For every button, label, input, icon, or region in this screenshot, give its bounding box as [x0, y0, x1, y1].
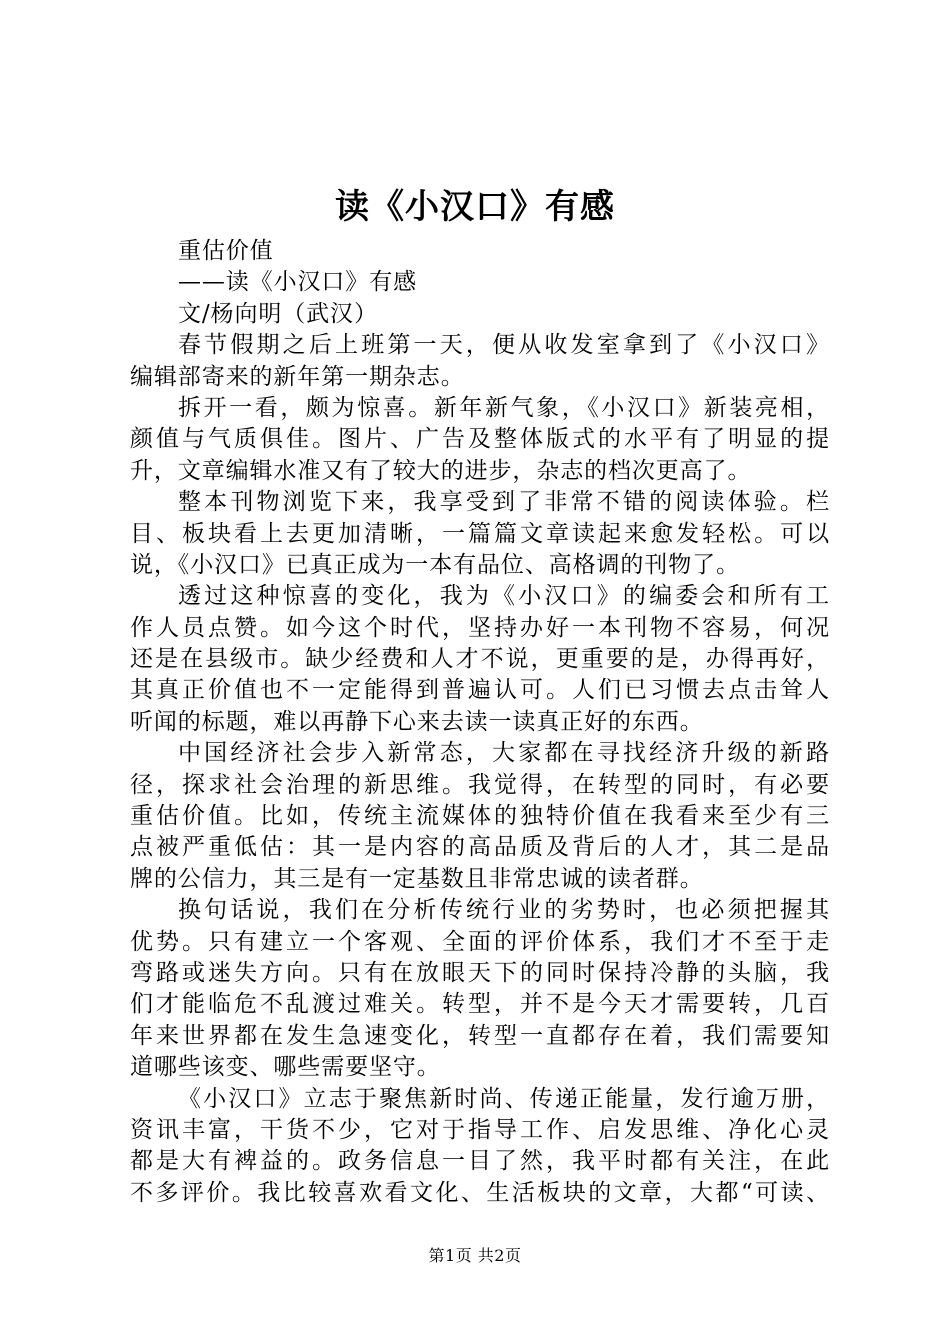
text-line: 点被严重低估：其一是内容的高品质及背后的人才，其二是品 [130, 834, 830, 861]
text-line: 整本刊物浏览下来，我享受到了非常不错的阅读体验。栏 [178, 489, 830, 516]
document-body [130, 236, 830, 1209]
text-line: 听闻的标题，难以再静下心来去读一读真正好的东西。 [130, 708, 704, 735]
text-line: 《小汉口》立志于聚焦新时尚、传递正能量，发行逾万册， [178, 1085, 830, 1112]
text-line: 重估价值。比如，传统主流媒体的独特价值在我看来至少有三 [130, 803, 830, 830]
text-line: 目、板块看上去更加清晰，一篇篇文章读起来愈发轻松。可以 [130, 520, 830, 547]
text-line: 透过这种惊喜的变化，我为《小汉口》的编委会和所有工 [178, 583, 830, 610]
text-line: 资讯丰富，干货不少，它对于指导工作、启发思维、净化心灵 [130, 1116, 830, 1143]
text-line: ——读《小汉口》有感 [178, 269, 417, 296]
text-line: 重估价值 [178, 238, 274, 264]
text-line: 径，探求社会治理的新思维。我觉得，在转型的同时，有必要 [130, 771, 830, 798]
text-line: 中国经济社会步入新常态，大家都在寻找经济升级的新路 [178, 740, 830, 767]
text-line: 升，文章编辑水准又有了较大的进步，杂志的档次更高了。 [130, 457, 752, 484]
text-line: 说，《小汉口》已真正成为一本有品位、高格调的刊物了。 [130, 551, 740, 578]
text-line: 春节假期之后上班第一天，便从收发室拿到了《小汉口》 [178, 332, 830, 359]
text-line: 编辑部寄来的新年第一期杂志。 [130, 363, 465, 390]
text-line: 道哪些该变、哪些需要坚守。 [130, 1054, 441, 1081]
text-line: 文/杨向明（武汉） [178, 300, 378, 327]
text-line: 还是在县级市。缺少经费和人才不说，更重要的是，办得再好， [130, 646, 830, 673]
text-line: 不多评价。我比较喜欢看文化、生活板块的文章，大都“可读、 [130, 1179, 830, 1206]
text-line: 颜值与气质俱佳。图片、广告及整体版式的水平有了明显的提 [130, 426, 830, 453]
text-line: 优势。只有建立一个客观、全面的评价体系，我们才不至于走 [130, 928, 830, 955]
text-line: 年来世界都在发生急速变化，转型一直都存在着，我们需要知 [130, 1022, 830, 1049]
text-line: 牌的公信力，其三是有一定基数且非常忠诚的读者群。 [130, 865, 704, 892]
text-line: 弯路或迷失方向。只有在放眼天下的同时保持冷静的头脑，我 [130, 959, 830, 986]
text-line: 们才能临危不乱渡过难关。转型，并不是今天才需要转，几百 [130, 991, 830, 1018]
text-line: 其真正价值也不一定能得到普遍认可。人们已习惯去点击耸人 [130, 677, 830, 704]
text-line: 都是大有裨益的。政务信息一目了然，我平时都有关注，在此 [130, 1148, 830, 1175]
document-title: 读《小汉口》有感 [335, 187, 615, 227]
page-footer: 第1页 共2页 [428, 1246, 522, 1265]
text-line: 换句话说，我们在分析传统行业的劣势时，也必须把握其 [178, 897, 830, 924]
text-line: 拆开一看，颇为惊喜。新年新气象，《小汉口》新装亮相， [178, 394, 830, 421]
text-line: 作人员点赞。如今这个时代，坚持办好一本刊物不容易，何况 [130, 614, 830, 641]
